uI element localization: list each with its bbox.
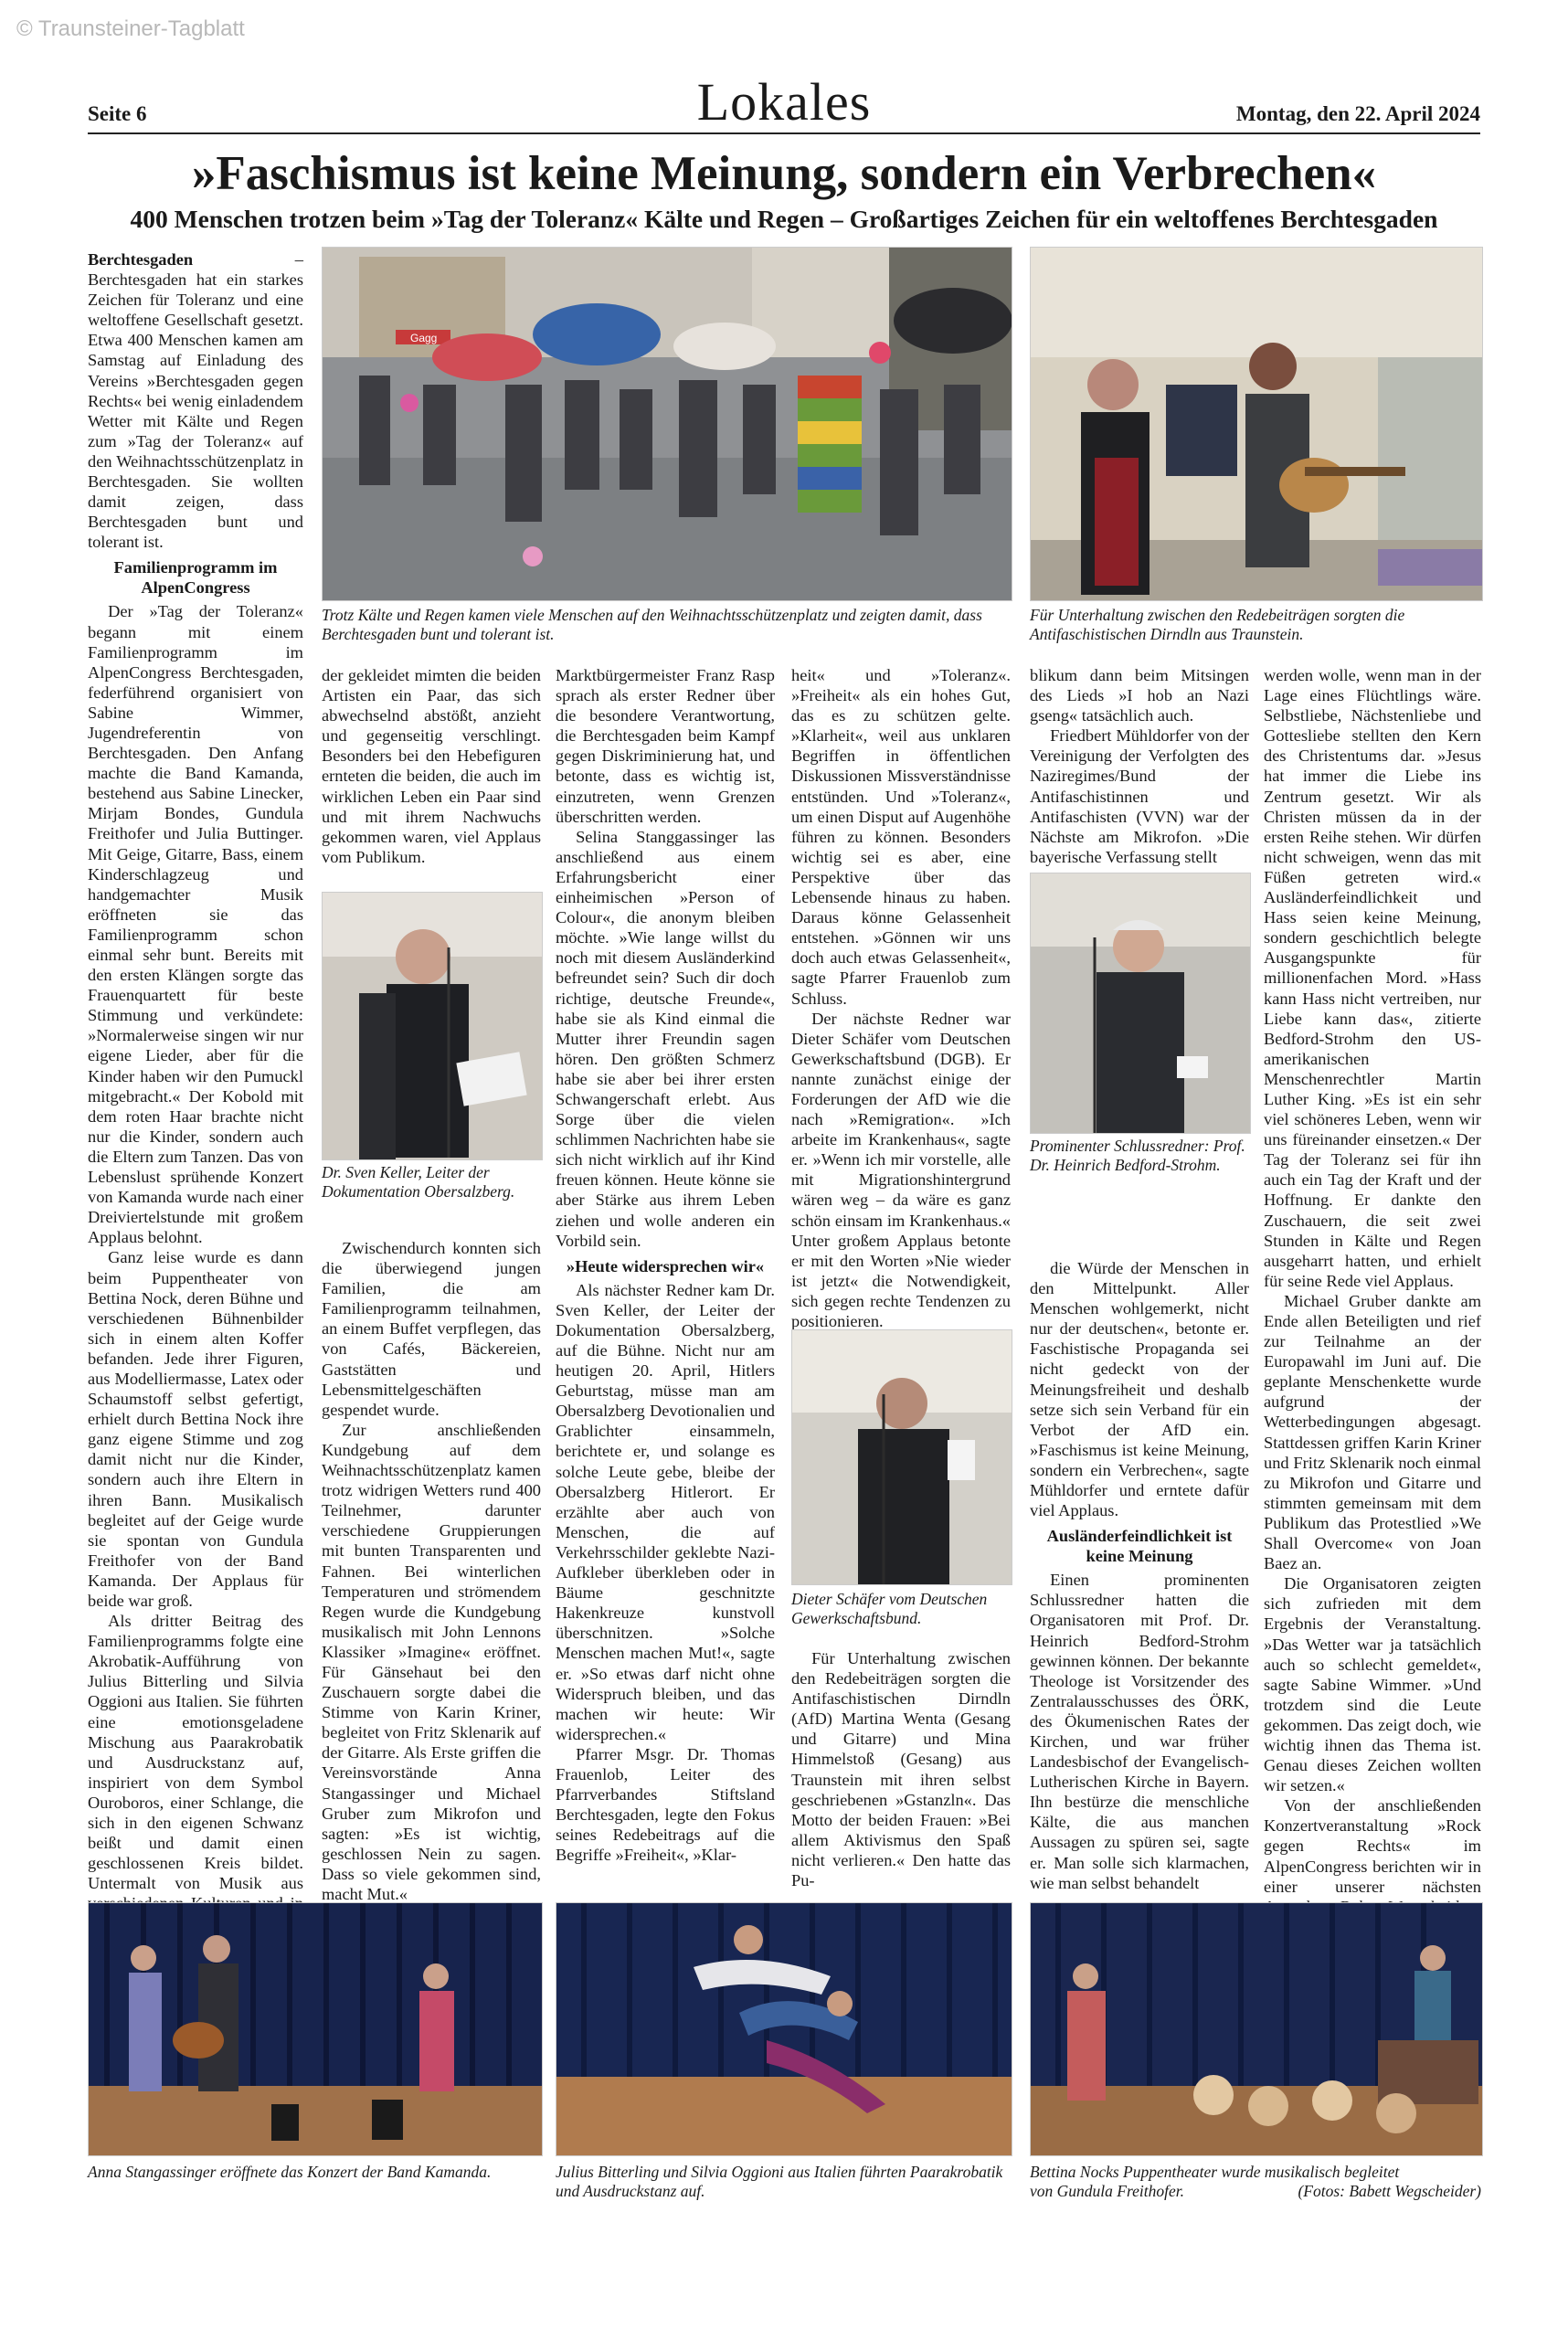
paragraph: blikum dann beim Mitsingen des Lieds »I hob an Nazi gseng« tatsächlich auch. (1030, 666, 1249, 725)
bedford-strohm-photo (1030, 873, 1251, 1134)
paragraph: Als nächster Redner kam Dr. Sven Keller, der Leiter der Dokumentation Obersalzberg, auf die Bühne. Nicht nur am heutigen 20. April, Hitlers Geburtstag, müsse man am Obersalzberg Devotionalien und Grablichter einsammeln, berichtete er, und solange es solche Leute gebe, bleibe der Obersalzberg Hitlerort. Er erzählte aber auch von Menschen, die auf Verkehrsschilder geklebte Nazi-Aufkleber überkleben oder in Bäume geschnitzte Hakenkreuze kunstvoll überschnitzen. »Solche Menschen machen Mut!«, sagte er. »So etwas darf nicht ohne Widerspruch bleiben, und das machen wir heute: Wir widersprechen.« (556, 1280, 775, 1743)
headline: »Faschismus ist keine Meinung, sondern ein Verbrechen« (191, 147, 1377, 200)
article-column-4 (791, 665, 1011, 1331)
paragraph: Selina Stanggassinger las anschließend aus einem Erfahrungsbericht einer einheimischen »Person of Colour«, die anonym bleiben möchte. »Wie lange willst du noch mit diesem Ausländerkind befreundet sein? Such dir doch richtige, deutsche Freunde«, habe sie als Kind einmal die Mutter ihrer Freundin sagen hören. Den größten Schmerz habe sie aber bei ihrer ersten Schwangerschaft erlebt. Aus Sorge über die vielen schlimmen Nachrichten habe sie sich nicht wirklich auf ihr Kind freuen können. Heute könne sie aber Stärke aus ihrem Leben ziehen und wolle anderen ein Vorbild sein. (556, 827, 775, 1250)
puppet-theatre-caption: Bettina Nocks Puppentheater wurde musikalisch begleitet von Gundula Freithofer. (Fotos: Babett Wegscheider) (1030, 2163, 1481, 2200)
keller-caption: Dr. Sven Keller, Leiter der Dokumentation Obersalzberg. (322, 1163, 515, 1201)
paragraph: Ganz leise wurde es dann beim Puppentheater von Bettina Nock, deren Bühne und verschiedenen Bühnenbilder sich in einem alten Koffer befanden. Jede ihrer Figuren, aus Modelliermasse, Latex oder Schaumstoff selbst gefertigt, erhielt durch Bettina Nock ihre ganz eigene Stimme und zog damit nicht nur die Kinder, sondern auch ihre Eltern in ihren Bann. Musikalisch begleitet auf der Geige wurde sie spontan von Gundula Freithofer von der Band Kamanda. Der Applaus für beide war groß. (88, 1248, 303, 1610)
watermark: © Traunsteiner-Tagblatt (16, 16, 245, 41)
article-column-5b (1030, 1258, 1249, 1893)
paragraph: der gekleidet mimten die beiden Artisten ein Paar, das sich abwechselnd abstößt, anzieht und gegenseitig verschlingt. Besonders bei den Hebefiguren ernteten die beiden, die auch im wirklichen Leben ein Paar sind und mit ihrem Nachwuchs gekommen waren, viel Applaus vom Publikum. (322, 666, 541, 866)
paragraph: Einen prominenten Schlussredner hatten die Organisatoren mit Prof. Dr. Heinrich Bedford-Strohm gewinnen können. Der bekannte Theologe ist Vorsitzender des Zentralausschusses des ÖRK, des Ökumenischen Rates der Kirchen, und war früher Landesbischof der Evangelisch-Lutherischen Kirche in Bayern. Ihn bestürze die menschliche Kälte, die aus manchen Aussagen zu spüren sei, sagte er. Man solle sich klarmachen, wie man selbst behandelt (1030, 1571, 1249, 1892)
schaefer-photo (791, 1329, 1012, 1585)
acrobatics-caption: Julius Bitterling und Silvia Oggioni aus Italien führten Paarakrobatik und Ausdruckstanz auf. (556, 2163, 1003, 2200)
paragraph: Die Organisatoren zeigten sich zufrieden mit dem Ergebnis der Veranstaltung. »Das Wetter war ja tatsächlich auch so schlecht gemeldet«, sagte Sabine Wimmer. »Und trotzdem sind die Leute gekommen. Das zeigt doch, wie wichtig ihnen das Thema ist. Genau dieses Zeichen wollten wir setzen.« (1264, 1574, 1481, 1795)
paragraph: heit« und »Toleranz«. »Freiheit« als ein hohes Gut, das es zu schützen gelte. »Klarheit«, weil aus unklaren Begriffen in öffentlichen Diskussionen Missverständnisse entstünden. Und »Toleranz«, um einen Disput auf Augenhöhe führen zu können. Besonders wichtig sei es aber, eine Perspektive über das Lebensende hinaus zu haben. Daraus könne Gelassenheit entstehen. »Gönnen wir uns doch auch etwas Gelassenheit«, sagte Pfarrer Frauenlob zum Schluss. (791, 666, 1011, 1008)
article-column-5 (1030, 665, 1249, 867)
issue-date: Montag, den 22. April 2024 (1235, 102, 1480, 125)
paragraph: Für Unterhaltung zwischen den Redebeiträgen sorgten die Antifaschistischen Dirndln (AfD) Martina Wenta (Gesang und Gitarre) und Mina Himmelstoß (Gesang) aus Traunstein mit ihren selbst geschriebenen »Gstanzln«. Das Motto der beiden Frauen: »Bei allem Aktivismus den Spaß nicht verlieren.« Den hatte das Pu- (791, 1649, 1011, 1890)
paragraph: Michael Gruber dankte am Ende allen Beteiligten und rief zur Teilnahme an der Europawahl im Juni auf. Die geplante Menschenkette wurde aufgrund der Wetterbedingungen abgesagt. Stattdessen griffen Karin Kriner und Fritz Sklenarik noch einmal zu Mikrofon und Gitarre und stimmten gemeinsam mit dem Publikum das Protestlied »We Shall Overcome« von Joan Baez an. (1264, 1291, 1481, 1573)
paragraph: Der nächste Redner war Dieter Schäfer vom Deutschen Gewerkschaftsbund (DGB). Er nannte zunächst einige der Forderungen der AfD wie die nach »Remigration«. »Ich arbeite im Krankenhaus«, sagte er. »Wenn ich mir vorstelle, alle mit Migrationshintergrund wären weg – da wäre es ganz schön einsam im Krankenhaus.« Unter großem Applaus betonte er mit den Worten »Nie wieder ist jetzt« die Notwendigkeit, sich gegen rechte Tendenzen zu positionieren. (791, 1009, 1011, 1330)
subheadline: 400 Menschen trotzen beim »Tag der Toleranz« Kälte und Regen – Großartiges Zeichen für ein weltoffenes Berchtesgaden (130, 205, 1438, 233)
article-column-2b (322, 1238, 541, 1904)
article-column-2 (322, 665, 541, 867)
paragraph: werden wolle, wenn man in der Lage eines Flüchtlings wäre. Selbstliebe, Nächstenliebe und Gottesliebe stellten den Kern des Christentums dar. »Jesus hat immer die Liebe ins Zentrum gesetzt. Wir als Christen müssen da in der ersten Reihe stehen. Wir dürfen nicht schweigen, wenn das mit Füßen getreten wird.« Ausländerfeindlichkeit und Hass seien keine Meinung, sondern geschichtlich belegte Ausgangspunkte für millionenfachen Mord. »Hass kann Hass nicht vertreiben, nur Liebe kann das«, zitierte Bedford-Strohm den US-amerikanischen Menschenrechtler Martin Luther King. »Es ist ein sehr viel schöneres Leben, wenn wir uns füreinander einsetzen.« Der Tag der Toleranz sei für ihn auch ein Tag der Kraft und der Hoffnung. Er dankte den Zuschauern, die seit zwei Stunden in Kälte und Regen ausgeharrt hatten, und erhielt für seine Rede viel Applaus. (1264, 666, 1481, 1290)
paragraph: Pfarrer Msgr. Dr. Thomas Frauenlob, Leiter des Pfarrverbandes Stiftsland Berchtesgaden, legte den Fokus seines Redebeitrags auf die Begriffe »Freiheit«, »Klar- (556, 1744, 775, 1865)
photo-credit: (Fotos: Babett Wegscheider) (1298, 2182, 1481, 2200)
article-column-3 (556, 665, 775, 1865)
puppet-theatre-photo (1030, 1902, 1483, 2156)
subhead-widersprechen: »Heute widersprechen wir« (566, 1256, 765, 1275)
paragraph: Zwischendurch konnten sich die überwiegend jungen Familien, die am Familienprogramm teilnahmen, an einem Buffet verpflegen, das von Cafés, Bäckereien, Gaststätten und Lebensmittelgeschäften gespendet wurde. (322, 1239, 541, 1419)
paragraph: Zur anschließenden Kundgebung auf dem Weihnachtsschützenplatz kamen trotz widrigen Wetters rund 400 Teilnehmer, darunter verschiedene Gruppierungen mit bunten Transparenten und Fahnen. Bei winterlichen Temperaturen und strömendem Regen wurde die Kundgebung musikalisch mit John Lennons Klassiker »Imagine« eröffnet. Für Gänsehaut bei den Zuschauern sorgte dabei die Stimme von Karin Kriner, begleitet von Fritz Sklenarik auf der Gitarre. Als Erste griffen die Vereinsvorstände Anna Stangassinger und Michael Gruber zum Mikrofon und sagten: »Es ist wichtig, geschlossen Nein zu sagen. Dass so viele gekommen sind, macht Mut.« (322, 1420, 541, 1903)
rally-photo (322, 247, 1012, 601)
kamanda-photo (88, 1902, 543, 2156)
dateline: Berchtesgaden (88, 250, 194, 269)
paragraph: Friedbert Mühldorfer von der Vereinigung der Verfolgten des Naziregimes/Bund der Antifaschistinnen und Antifaschisten (VVN) war der Nächste am Mikrofon. »Die bayerische Verfassung stellt (1030, 726, 1249, 866)
kamanda-caption: Anna Stangassinger eröffnete das Konzert der Band Kamanda. (88, 2163, 492, 2181)
paragraph: Von der anschließenden Konzertveranstaltung »Rock gegen Rechts« im AlpenCongress berichten wir in einer unserer nächsten (1264, 1795, 1481, 1917)
dirndln-caption: Für Unterhaltung zwischen den Redebeiträgen sorgten die Antifaschistischen Dirndln aus Traunstein. (1030, 606, 1405, 643)
article-column-4b (791, 1648, 1011, 1890)
lead-text: – Berchtesgaden hat ein starkes Zeichen für Toleranz und eine weltoffene Gesellschaft gesetzt. Etwa 400 Menschen kamen am Samstag auf Einladung des Vereins »Berchtesgaden gegen Rechts« bei wenig einladendem Wetter mit Kälte und Regen zum »Tag der Toleranz« auf den Weihnachtsschützenplatz in Berchtesgaden. Sie wollten damit zeigen, dass Berchtesgaden bunt und tolerant ist. (88, 250, 303, 552)
rally-caption: Trotz Kälte und Regen kamen viele Menschen auf den Weihnachtsschützenplatz und zeigten damit, dass Berchtesgaden bunt und tolerant ist. (322, 606, 982, 643)
paragraph: Als dritter Beitrag des Familienprogramms folgte eine Akrobatik-Aufführung von Julius Bitterling und Silvia Oggioni aus Italien. Sie führten eine emotionsgeladene Mischung aus Paarakrobatik und Ausdruckstanz auf, inspiriert von dem Symbol Ouroboros, einer Schlange, die sich in den eigenen Schwanz beißt und damit einen geschlossenen Kreis bildet. Untermalt von Musik aus (88, 1612, 303, 1893)
shop-sign-text: Gagg (410, 332, 438, 344)
dirndln-photo (1030, 247, 1483, 601)
section-title: Lokales (696, 72, 872, 132)
keller-photo (322, 892, 543, 1160)
article-column-6 (1264, 665, 1481, 1917)
bedford-strohm-caption: Prominenter Schlussredner: Prof. Dr. Heinrich Bedford-Strohm. (1030, 1137, 1245, 1174)
page-number: Seite 6 (88, 102, 147, 125)
subhead-auslaenderfeindlichkeit: Ausländerfeindlichkeit ist keine Meinung (1046, 1527, 1233, 1566)
header-rule (88, 132, 1480, 134)
acrobatics-photo (556, 1902, 1012, 2156)
schaefer-caption: Dieter Schäfer vom Deutschen Gewerkschaftsbund. (791, 1590, 988, 1627)
paragraph: die Würde der Menschen in den Mittelpunkt. Aller Menschen wohlgemerkt, nicht nur der deutschen«, betonte er. Faschistische Propaganda sei nicht gedeckt von der Meinungsfreiheit und deshalb setze sich sein Verband für ein Verbot der AfD ein. »Faschismus ist keine Meinung, sondern ein Verbrechen«, sagte Mühldorfer und erntete dafür viel Applaus. (1030, 1259, 1249, 1520)
paragraph: Marktbürgermeister Franz Rasp sprach als erster Redner über die besondere Verantwortung, die Berchtesgaden beim Kampf gegen Diskriminierung hat, und betonte, dass es wichtig ist, einzutreten, wenn Grenzen überschritten werden. (556, 666, 775, 826)
subhead-familienprogramm: Familienprogramm im AlpenCongress (113, 558, 278, 598)
article-column-1 (88, 249, 303, 1934)
paragraph: Der »Tag der Toleranz« begann mit einem Familienprogramm im AlpenCongress Berchtesgaden, federführend organisiert von Sabine Wimmer, Jugendreferentin von Berchtesgaden. Den Anfang machte die Band Kamanda, bestehend aus Sabine Linecker, Mirjam Bondes, Gundula Freithofer und Julia Buttinger. Mit Geige, Gitarre, Bass, einem Kinderschlagzeug und handgemachter Musik eröffneten sie das Familienprogramm schon einmal sehr bunt. Bereits mit den ersten Klängen sorgte das Frauenquartett für beste Stimmung und verkündete: »Normalerweise singen wir nur eigene Lieder, aber für die Kinder haben wir den Pumuckl mitgebracht.« Der Kobold mit dem roten Haar brachte nicht nur die Kinder, sondern auch die Eltern zum Tanzen. Das von Lebenslust sprühende Konzert von Kamanda wurde nach einer Dreiviertelstunde mit großem Applaus belohnt. (88, 602, 303, 1247)
